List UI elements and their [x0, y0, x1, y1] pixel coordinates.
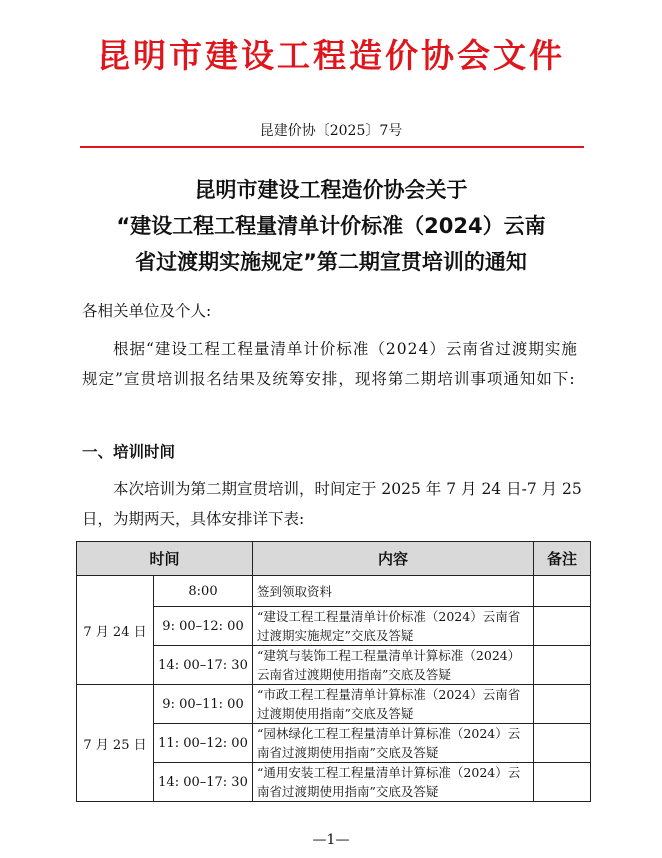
training-time-paragraph: 本次培训为第二期宣贯培训，时间定于 2025 年 7 月 24 日-7 月 25 日，为期两天，具体安排详下表:: [82, 480, 582, 528]
table-row: [77, 685, 591, 724]
schedule-table: [76, 541, 591, 802]
remark-cell: [534, 607, 591, 646]
time-cell: 14: 00–17: 30: [154, 763, 253, 802]
time-cell: 11: 00–12: 00: [154, 724, 253, 763]
header-time: 时间: [77, 542, 253, 576]
table-row: [77, 724, 591, 763]
remark-cell: [534, 646, 591, 685]
time-cell: 14: 00–17: 30: [154, 646, 253, 685]
content-cell: “建设工程工程量清单计价标准（2024）云南省过渡期实施规定”交底及答疑: [253, 607, 534, 646]
content-cell: “园林绿化工程工程量清单计算标准（2024）云南省过渡期使用指南”交底及答疑: [253, 724, 534, 763]
date-cell: 7 月 24 日: [77, 576, 154, 685]
table-row: [77, 607, 591, 646]
section-heading-training-time: 一、培训时间: [82, 443, 176, 461]
red-divider-line: [80, 146, 584, 148]
content-cell: “建筑与装饰工程工程量清单计算标准（2024）云南省过渡期使用指南”交底及答疑: [253, 646, 534, 685]
notice-title: [60, 172, 602, 280]
notice-title-line-1: 昆明市建设工程造价协会关于: [194, 178, 468, 202]
remark-cell: [534, 576, 591, 607]
header-content: 内容: [253, 542, 534, 576]
page-number: —1—: [312, 832, 350, 848]
document-number: 昆建价协〔2025〕7号: [259, 123, 403, 139]
time-cell: 8:00: [154, 576, 253, 607]
date-cell: 7 月 25 日: [77, 685, 154, 802]
time-cell: 9: 00–11: 00: [154, 685, 253, 724]
content-cell: “市政工程工程量清单计算标准（2024）云南省过渡期使用指南”交底及答疑: [253, 685, 534, 724]
time-cell: 9: 00–12: 00: [154, 607, 253, 646]
notice-title-line-2: “建设工程工程量清单计价标准（2024）云南: [116, 214, 546, 238]
remark-cell: [534, 724, 591, 763]
intro-paragraph: 根据“建设工程工程量清单计价标准（2024）云南省过渡期实施规定”宣贯培训报名结果及统筹安排，现将第二期培训事项通知如下:: [82, 340, 578, 388]
table-header-row: [77, 542, 591, 576]
table-row: [77, 576, 591, 607]
content-cell: 签到领取资料: [253, 576, 534, 607]
salutation: 各相关单位及个人:: [82, 302, 212, 320]
table-row: [77, 646, 591, 685]
content-cell: “通用安装工程工程量清单计算标准（2024）云南省过渡期使用指南”交底及答疑: [253, 763, 534, 802]
document-header-title: 昆明市建设工程造价协会文件: [97, 36, 565, 75]
notice-title-line-3: 省过渡期实施规定”第二期宣贯培训的通知: [135, 250, 527, 274]
table-row: [77, 763, 591, 802]
remark-cell: [534, 685, 591, 724]
remark-cell: [534, 763, 591, 802]
header-remark: 备注: [534, 542, 591, 576]
